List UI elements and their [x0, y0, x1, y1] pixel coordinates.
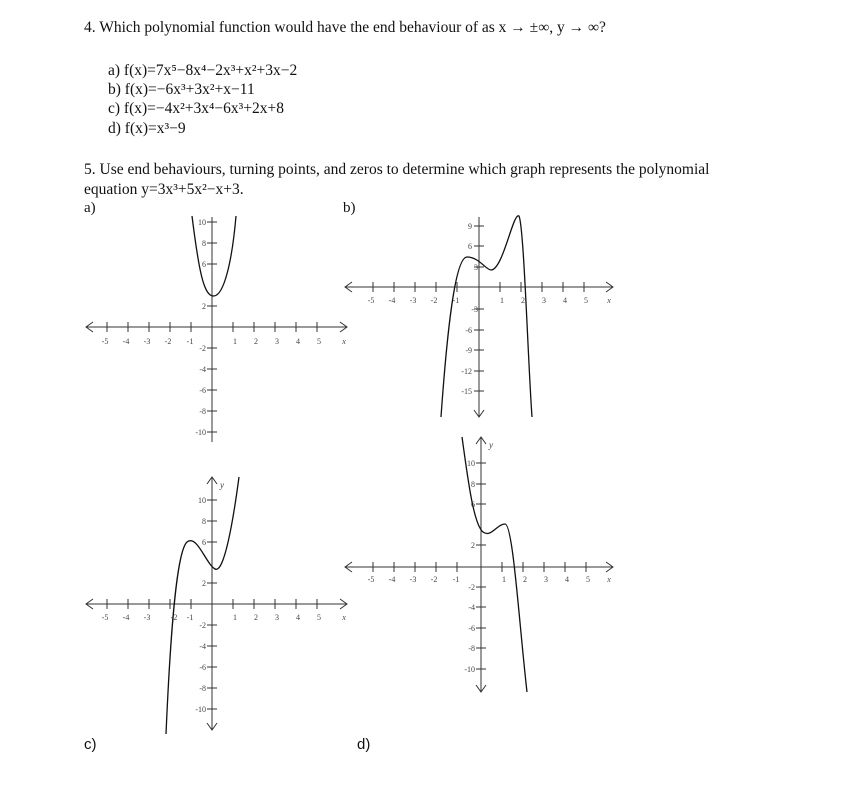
y-tick-label: 6: [202, 538, 206, 547]
y-tick-label: 8: [202, 239, 206, 248]
graph-label-d: d): [357, 736, 371, 753]
x-tick-label: 2: [254, 613, 258, 622]
x-tick-label: 1: [502, 575, 506, 584]
y-tick-label: -8: [199, 407, 206, 416]
x-tick-label: 4: [565, 575, 569, 584]
x-axis-label: x: [607, 296, 611, 305]
y-tick-label: 10: [198, 218, 206, 227]
graph-c: [84, 472, 359, 737]
x-tick-label: -1: [452, 296, 460, 305]
y-tick-label: -6: [468, 624, 475, 633]
x-tick-label: -3: [409, 575, 417, 584]
x-tick-label: -3: [143, 613, 151, 622]
x-tick-label: 1: [500, 296, 504, 305]
x-tick-label: -2: [430, 296, 438, 305]
x-tick-label: -5: [101, 337, 109, 346]
axes: [345, 437, 613, 692]
y-tick-label: 6: [202, 260, 206, 269]
x-tick-label: 3: [275, 337, 279, 346]
x-tick-label: 2: [521, 296, 525, 305]
x-axis-label: x: [342, 613, 346, 622]
axes: [86, 477, 347, 730]
y-tick-label: -2: [199, 344, 206, 353]
y-tick-label: -6: [199, 386, 206, 395]
q5-number: 5.: [84, 161, 96, 178]
x-tick-label: 5: [586, 575, 590, 584]
x-tick-label: -5: [101, 613, 109, 622]
y-tick-label: 2: [471, 541, 475, 550]
x-tick-label: -4: [388, 575, 396, 584]
graph-c-curve: [166, 477, 239, 734]
q4-option-a[interactable]: a) f(x)=7x⁵−8x⁴−2x³+x²+3x−2: [108, 62, 298, 79]
q4-prompt: [84, 19, 606, 37]
x-tick-label: 3: [275, 613, 279, 622]
y-tick-label: -8: [468, 644, 475, 653]
q4-option-d[interactable]: d) f(x)=x³−9: [108, 120, 186, 137]
x-tick-label: -3: [143, 337, 151, 346]
y-axis-label: y: [489, 440, 493, 450]
q5-prompt-line2: equation y=3x³+5x²−x+3.: [84, 181, 244, 198]
y-tick-label: -12: [461, 367, 472, 376]
x-tick-label: -1: [186, 613, 194, 622]
y-tick-label: -4: [199, 365, 206, 374]
x-tick-label: -2: [164, 337, 172, 346]
y-tick-label: 6: [471, 500, 475, 509]
y-tick-label: 9: [468, 222, 472, 231]
q4-prompt-text: Which polynomial function would have the end behaviour of as x → ±∞, y → ∞?: [99, 19, 606, 36]
y-tick-label: 3: [474, 263, 478, 272]
q4-option-b[interactable]: b) f(x)=−6x³+3x²+x−11: [108, 81, 255, 98]
graph-a-curve: [192, 216, 236, 296]
x-tick-label: 3: [544, 575, 548, 584]
axes: [86, 217, 347, 442]
x-tick-label: 2: [523, 575, 527, 584]
y-tick-label: -9: [465, 346, 472, 355]
x-tick-label: -3: [409, 296, 417, 305]
y-tick-label: 8: [471, 480, 475, 489]
axes: [345, 217, 613, 417]
y-tick-label: -6: [199, 663, 206, 672]
q4-number: 4.: [84, 19, 96, 36]
x-tick-label: -5: [367, 296, 375, 305]
y-tick-label: -2: [468, 583, 475, 592]
x-tick-label: 4: [296, 337, 300, 346]
x-tick-label: 3: [542, 296, 546, 305]
graph-b: [343, 212, 618, 422]
x-tick-label: -4: [122, 613, 130, 622]
graph-label-c: c): [84, 736, 97, 753]
y-tick-label: -15: [461, 387, 472, 396]
y-tick-label: 8: [202, 517, 206, 526]
y-tick-label: -6: [465, 326, 472, 335]
graph-b-curve: [441, 216, 532, 417]
graph-a: [84, 212, 359, 452]
x-tick-label: -2: [430, 575, 438, 584]
x-tick-label: 2: [254, 337, 258, 346]
graph-d: [343, 432, 618, 697]
graph-d-curve: [462, 437, 527, 692]
x-tick-label: 4: [563, 296, 567, 305]
y-tick-label: -2: [199, 621, 206, 630]
y-tick-label: -4: [468, 603, 475, 612]
x-tick-label: 5: [317, 337, 321, 346]
x-tick-label: 1: [233, 337, 237, 346]
y-tick-label: 2: [202, 302, 206, 311]
y-tick-label: -10: [464, 665, 475, 674]
graph-label-b: b): [343, 200, 356, 216]
x-axis-label: x: [342, 337, 346, 346]
y-tick-label: 10: [467, 459, 475, 468]
q4-option-c[interactable]: c) f(x)=−4x²+3x⁴−6x³+2x+8: [108, 100, 285, 117]
y-axis-label: y: [220, 480, 224, 490]
x-tick-label: 5: [317, 613, 321, 622]
x-tick-label: -1: [452, 575, 460, 584]
x-tick-label: -1: [186, 337, 194, 346]
y-tick-label: 2: [202, 579, 206, 588]
graph-label-a: a): [84, 200, 96, 216]
x-tick-label: -4: [388, 296, 396, 305]
y-tick-label: 10: [198, 496, 206, 505]
y-tick-label: -4: [199, 642, 206, 651]
x-tick-label: 5: [584, 296, 588, 305]
x-tick-label: 1: [233, 613, 237, 622]
y-tick-label: -8: [199, 684, 206, 693]
x-tick-label: -5: [367, 575, 375, 584]
x-tick-label: -4: [122, 337, 130, 346]
y-tick-label: -3: [471, 305, 478, 314]
x-tick-label: 4: [296, 613, 300, 622]
y-tick-label: 6: [468, 242, 472, 251]
x-axis-label: x: [607, 575, 611, 584]
x-tick-label: -2: [170, 613, 178, 622]
q5-prompt-line1: 5. Use end behaviours, turning points, and zeros to determine which graph represents the polynomial: [84, 161, 710, 178]
y-tick-label: -10: [195, 428, 206, 437]
y-tick-label: -10: [195, 705, 206, 714]
